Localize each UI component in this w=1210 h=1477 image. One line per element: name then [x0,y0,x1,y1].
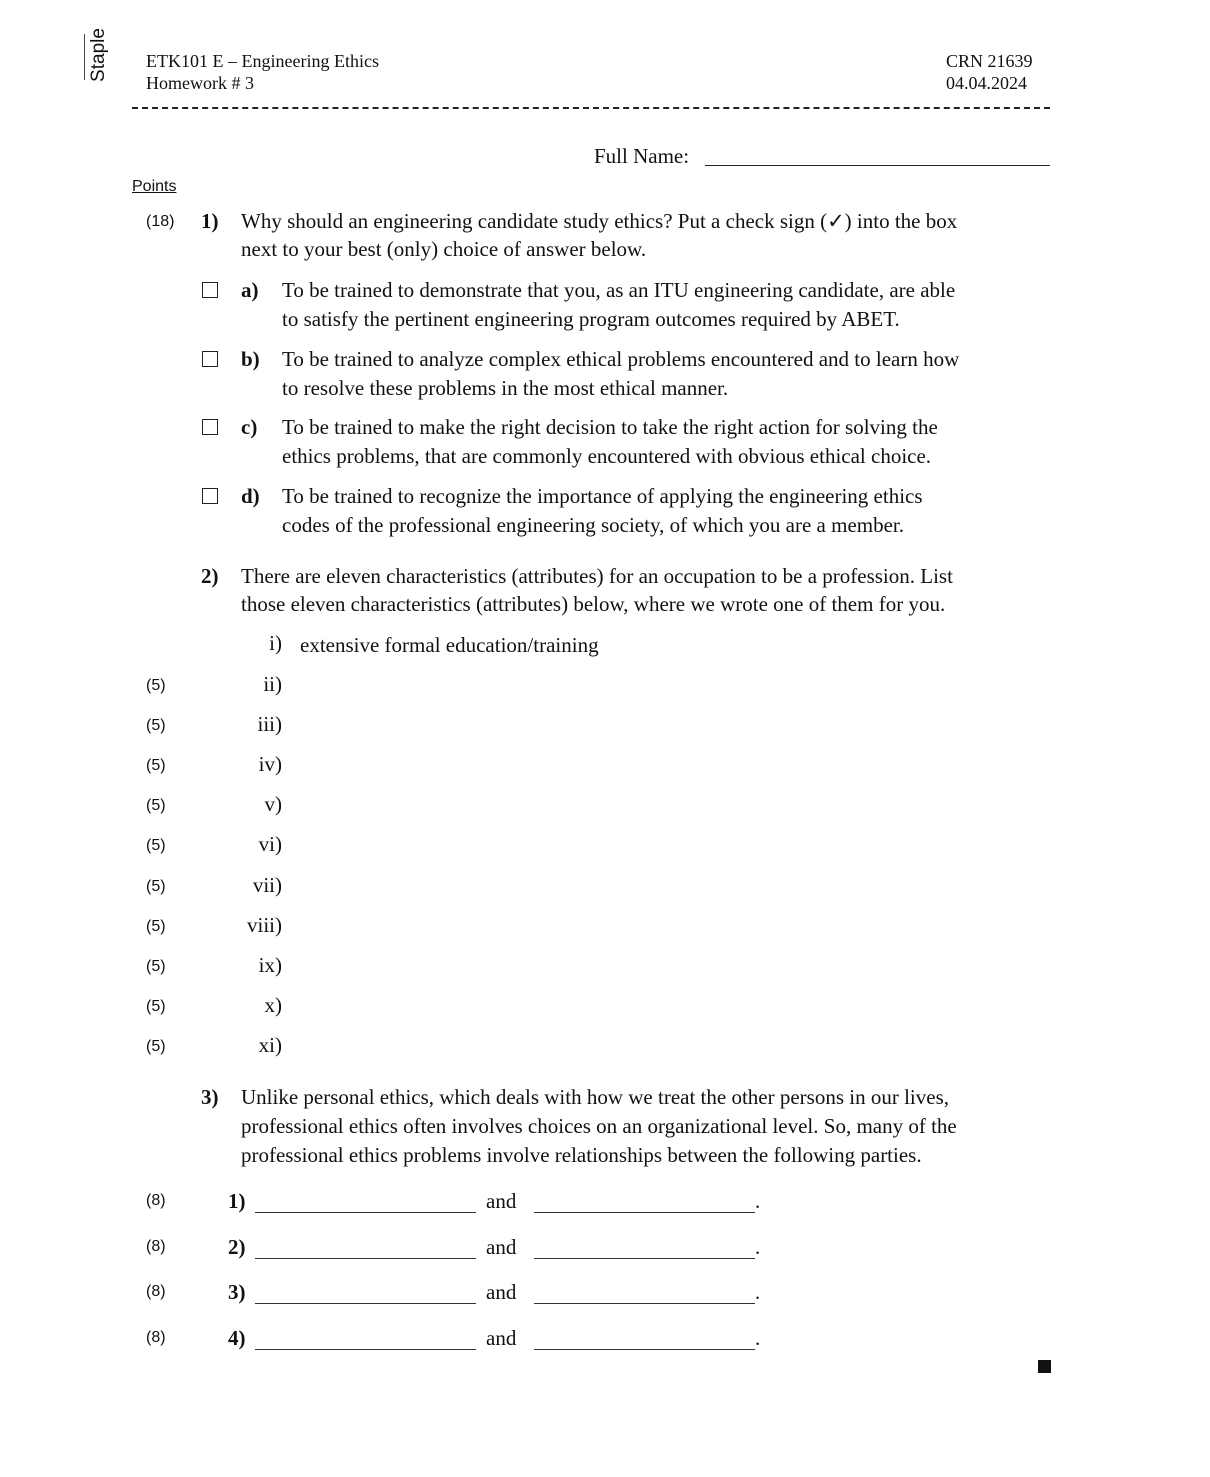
q2-example-numeral: i) [269,631,282,655]
row-numeral: iv) [258,752,282,777]
row-points: (8) [146,1237,166,1255]
option-label: d) [241,484,260,508]
full-name-field[interactable] [705,165,1050,166]
q2-example-text: extensive formal education/training [300,633,599,657]
row-number: 2) [228,1234,246,1259]
row-numeral: ii) [263,672,282,696]
q3-text-3: professional ethics problems involve relationships between the following parties. [241,1143,922,1167]
q3-text-2: professional ethics often involves choices on an organizational level. So, many of the [241,1114,957,1138]
answer-area[interactable] [300,712,1050,742]
option-checkbox[interactable] [202,282,218,298]
row-points: (8) [146,1329,166,1347]
answer-area[interactable] [300,752,1050,782]
row-points: (5) [146,957,166,975]
q1-text-2: next to your best (only) choice of answer below. [241,237,647,261]
row-numeral: v) [264,792,282,817]
q3-text-1: Unlike personal ethics, which deals with how we treat the other persons in our lives, [241,1085,949,1109]
row-points: (5) [146,717,166,735]
row-points: (5) [146,917,166,935]
row-points: (5) [146,877,166,895]
option-label: b) [241,347,260,371]
option-text-2: to satisfy the pertinent engineering program outcomes required by ABET. [282,307,900,331]
row-numeral: x) [264,992,282,1017]
row-number: 1) [228,1189,246,1213]
and-label: and [486,1189,517,1213]
answer-area[interactable] [300,832,1050,862]
party-blank-2[interactable] [534,1288,755,1304]
party-blank-2[interactable] [534,1243,755,1259]
answer-area[interactable] [300,1033,1050,1063]
row-points: (5) [146,677,166,694]
party-blank-1[interactable] [255,1334,476,1350]
option-text-1[interactable]: To be trained to make the right decision to take the right action for solving the [282,415,938,439]
row-number: 4) [228,1326,246,1351]
and-label: and [486,1280,517,1305]
q2-number: 2) [201,564,219,588]
option-checkbox[interactable] [202,351,218,367]
option-text-1[interactable]: To be trained to recognize the importance of applying the engineering ethics [282,484,923,508]
points-header: Points [132,178,177,195]
row-numeral: vi) [258,832,282,857]
party-blank-2[interactable] [534,1334,755,1350]
period: . [755,1234,761,1259]
row-numeral: viii) [247,912,282,937]
staple-line [84,34,85,80]
date: 04.04.2024 [946,73,1027,93]
and-label: and [486,1326,517,1351]
q2-text-2: those eleven characteristics (attributes) below, where we wrote one of them for you. [241,592,946,616]
row-points: (8) [146,1192,166,1209]
row-points: (5) [146,757,166,775]
option-label: c) [241,415,258,439]
homework-title: Homework # 3 [146,73,254,93]
option-text-1[interactable]: To be trained to analyze complex ethical problems encountered and to learn how [282,347,960,371]
staple-label: Staple [87,28,109,82]
row-points: (5) [146,997,166,1015]
answer-area[interactable] [300,993,1050,1023]
party-blank-2[interactable] [534,1197,755,1213]
option-text-2: codes of the professional engineering society, of which you are a member. [282,513,905,537]
answer-area[interactable] [300,873,1050,903]
row-points: (5) [146,1037,166,1055]
answer-area[interactable] [300,792,1050,822]
course-title: ETK101 E – Engineering Ethics [146,51,379,71]
answer-area[interactable] [300,672,1050,702]
header-divider [132,107,1050,109]
q3-number: 3) [201,1085,219,1109]
row-numeral: iii) [257,712,282,737]
option-text-2: to resolve these problems in the most ethical manner. [282,376,729,400]
period: . [755,1280,761,1305]
crn: CRN 21639 [946,51,1033,71]
party-blank-1[interactable] [255,1243,476,1259]
and-label: and [486,1234,517,1259]
answer-area[interactable] [300,953,1050,983]
option-checkbox[interactable] [202,419,218,435]
option-checkbox[interactable] [202,488,218,504]
option-label: a) [241,278,259,302]
q2-text-1: There are eleven characteristics (attributes) for an occupation to be a profession. List [241,564,953,588]
row-number: 3) [228,1280,246,1305]
q1-points: (18) [146,213,175,230]
row-numeral: ix) [258,952,282,977]
period: . [755,1326,761,1351]
row-numeral: vii) [252,872,282,897]
party-blank-1[interactable] [255,1288,476,1304]
full-name-label: Full Name: [594,144,690,168]
row-points: (5) [146,797,166,815]
row-points: (8) [146,1283,166,1301]
row-numeral: xi) [258,1032,282,1057]
answer-area[interactable] [300,913,1050,943]
option-text-2: ethics problems, that are commonly encountered with obvious ethical choice. [282,444,932,468]
period: . [755,1189,761,1213]
option-text-1[interactable]: To be trained to demonstrate that you, as an ITU engineering candidate, are able [282,278,956,302]
party-blank-1[interactable] [255,1197,476,1213]
q1-text-1: Why should an engineering candidate study ethics? Put a check sign (✓) into the box [241,209,958,233]
row-points: (5) [146,837,166,855]
q1-number: 1) [201,209,219,233]
end-mark [1038,1360,1051,1373]
